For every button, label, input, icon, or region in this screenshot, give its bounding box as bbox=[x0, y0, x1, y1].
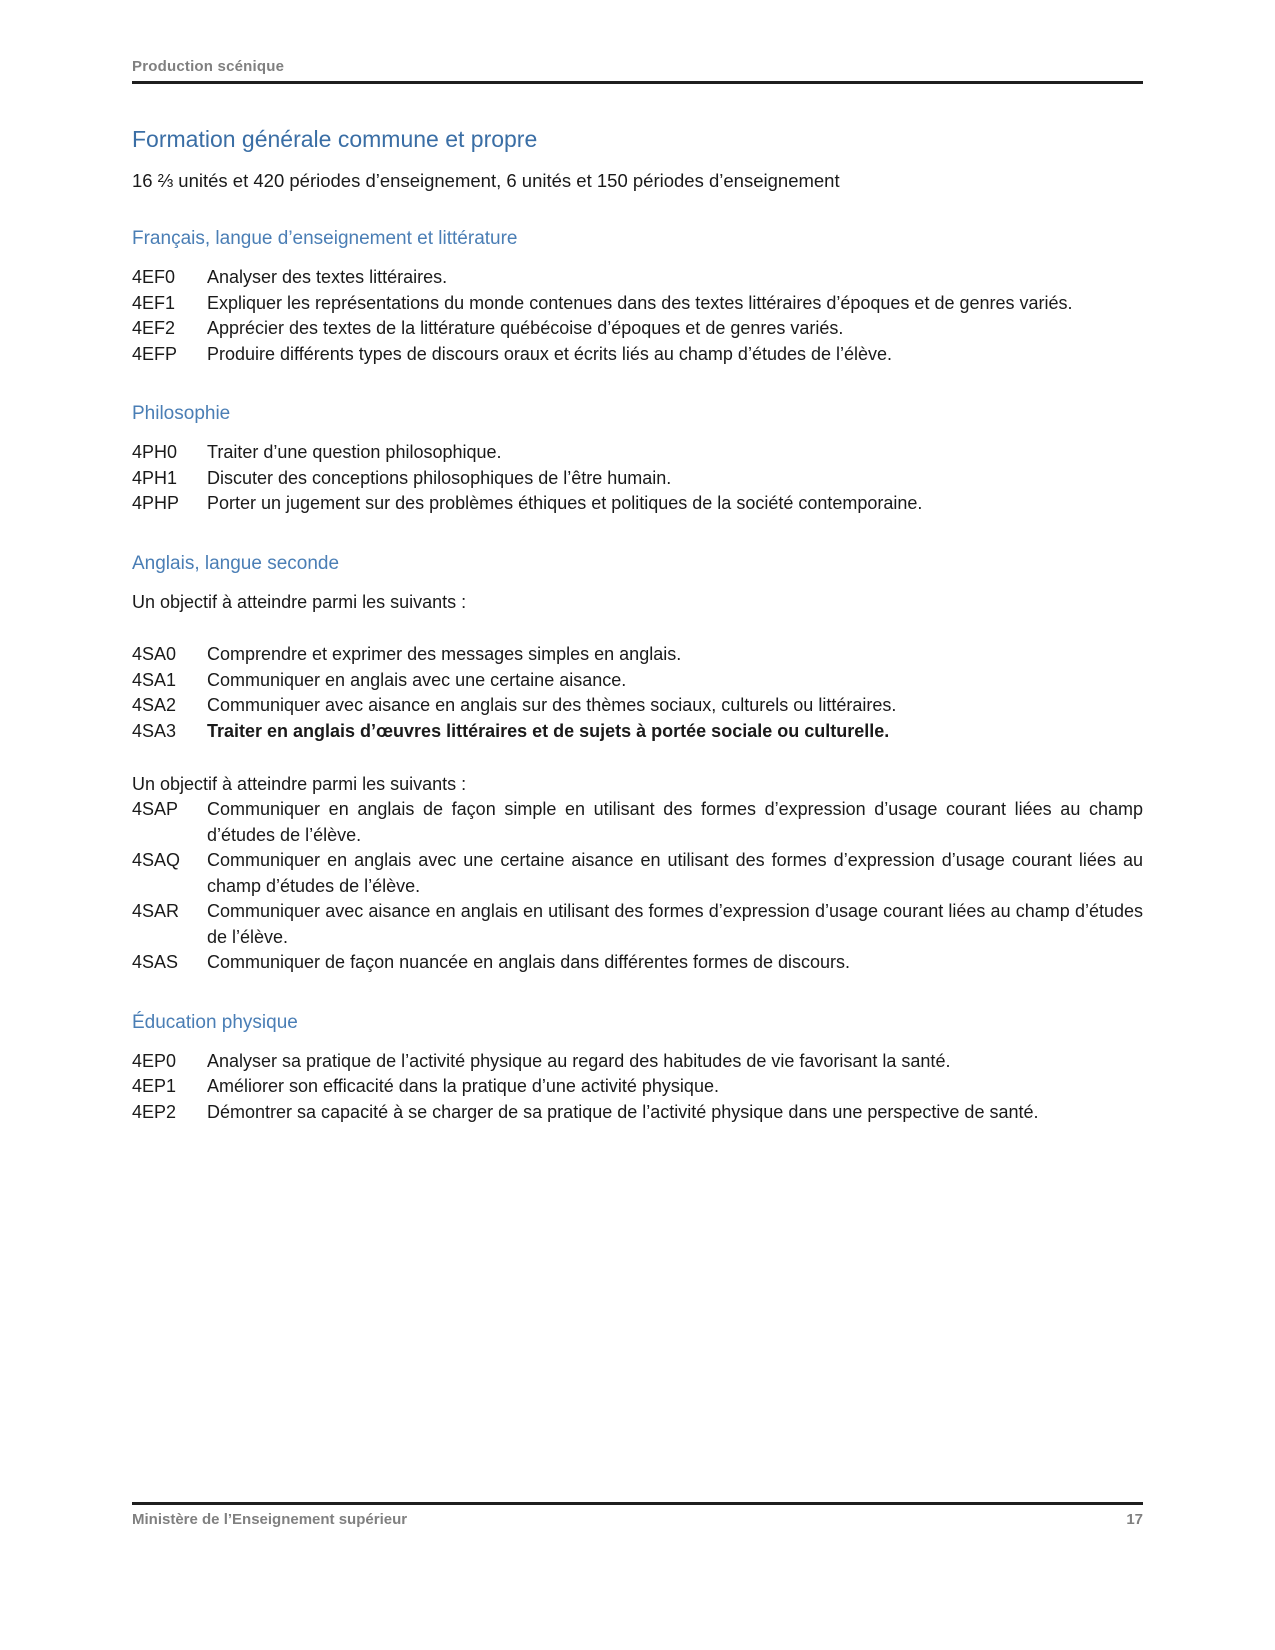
objective-row bbox=[132, 1074, 1143, 1100]
objective-row bbox=[132, 899, 1143, 950]
objective-code: 4SAR bbox=[132, 901, 180, 922]
objective-row bbox=[132, 265, 1143, 291]
objective-text: Communiquer en anglais avec une certaine aisance en utilisant des formes d’expression d’usage courant liées au champ d’études de l’élève. bbox=[207, 850, 1143, 896]
objective-code: 4EF0 bbox=[132, 267, 176, 287]
objective-row bbox=[132, 719, 1143, 745]
objective-group bbox=[132, 440, 1143, 517]
objective-row bbox=[132, 316, 1143, 342]
objective-row bbox=[132, 848, 1143, 899]
objective-code: 4SA1 bbox=[132, 669, 177, 690]
units-summary: 16 ⅔ unités et 420 périodes d’enseignement, 6 unités et 150 périodes d’enseignement bbox=[132, 170, 840, 191]
objective-code: 4SAS bbox=[132, 952, 179, 973]
objective-code: 4EP1 bbox=[132, 1076, 177, 1097]
objective-text: Traiter en anglais d’œuvres littéraires et de sujets à portée sociale ou culturelle. bbox=[207, 721, 890, 742]
objective-row bbox=[132, 950, 1143, 976]
objective-code: 4SAQ bbox=[132, 850, 181, 871]
objective-row bbox=[132, 466, 1143, 492]
objective-row bbox=[132, 668, 1143, 694]
page-footer bbox=[132, 1502, 1143, 1528]
section-education-physique bbox=[132, 1012, 1143, 1126]
objective-row bbox=[132, 1049, 1143, 1075]
section-anglais bbox=[132, 553, 1143, 976]
objective-text: Comprendre et exprimer des messages simples en anglais. bbox=[207, 644, 682, 665]
objective-row bbox=[132, 291, 1143, 317]
objective-code: 4EP2 bbox=[132, 1102, 177, 1123]
section-heading-francais: Français, langue d’enseignement et littérature bbox=[132, 228, 518, 249]
objective-text: Expliquer les représentations du monde contenues dans des textes littéraires d’époques et de genres variés. bbox=[207, 292, 1073, 313]
objective-group-first-choice bbox=[132, 590, 1143, 745]
objective-code: 4SAP bbox=[132, 799, 179, 820]
objective-text: Communiquer avec aisance en anglais en utilisant des formes d’expression d’usage courant liées au champ d’études de l’élève. bbox=[207, 901, 1143, 947]
objective-row bbox=[132, 797, 1143, 848]
page-title: Formation générale commune et propre bbox=[132, 126, 538, 152]
objective-text: Communiquer de façon nuancée en anglais dans différentes formes de discours. bbox=[207, 952, 851, 973]
objective-text: Traiter d’une question philosophique. bbox=[207, 442, 502, 463]
objective-code: 4SA3 bbox=[132, 721, 177, 742]
section-heading-anglais: Anglais, langue seconde bbox=[132, 552, 340, 574]
objective-code: 4EFP bbox=[132, 343, 178, 364]
objective-row bbox=[132, 642, 1143, 668]
section-heading-education-physique: Éducation physique bbox=[132, 1011, 298, 1033]
objective-text: Produire différents types de discours oraux et écrits liés au champ d’études de l’élève. bbox=[207, 343, 893, 364]
objective-group bbox=[132, 265, 1143, 367]
objective-group-second-choice bbox=[132, 772, 1143, 976]
section-francais bbox=[132, 228, 1143, 367]
objective-code: 4EF1 bbox=[132, 292, 176, 313]
objective-code: 4PH1 bbox=[132, 467, 178, 488]
section-philosophie bbox=[132, 403, 1143, 517]
objective-code: 4SA2 bbox=[132, 695, 177, 716]
objective-text: Communiquer en anglais avec une certaine aisance. bbox=[207, 669, 627, 690]
objective-group-intro: Un objectif à atteindre parmi les suivants : bbox=[132, 773, 467, 794]
footer-ministry-label: Ministère de l’Enseignement supérieur bbox=[132, 1511, 408, 1528]
objective-code: 4EF2 bbox=[132, 318, 176, 339]
objective-group-intro: Un objectif à atteindre parmi les suivants : bbox=[132, 591, 467, 612]
objective-text: Communiquer avec aisance en anglais sur des thèmes sociaux, culturels ou littéraires. bbox=[207, 695, 897, 716]
objective-row bbox=[132, 693, 1143, 719]
footer-page-number: 17 bbox=[1126, 1511, 1143, 1528]
objective-row bbox=[132, 440, 1143, 466]
objective-row bbox=[132, 342, 1143, 368]
objective-code: 4SA0 bbox=[132, 644, 177, 665]
objective-code: 4PH0 bbox=[132, 442, 178, 463]
objective-text: Démontrer sa capacité à se charger de sa pratique de l’activité physique dans une perspective de santé. bbox=[207, 1102, 1039, 1123]
objective-text: Discuter des conceptions philosophiques de l’être humain. bbox=[207, 467, 672, 488]
objective-text: Analyser des textes littéraires. bbox=[207, 267, 448, 287]
section-heading-philosophie: Philosophie bbox=[132, 403, 231, 425]
objective-code: 4PHP bbox=[132, 493, 180, 514]
objective-group bbox=[132, 1049, 1143, 1126]
objective-text: Analyser sa pratique de l’activité physique au regard des habitudes de vie favorisant la santé. bbox=[207, 1050, 951, 1071]
objective-code: 4EP0 bbox=[132, 1050, 177, 1071]
objective-row bbox=[132, 491, 1143, 517]
page-header bbox=[132, 58, 1143, 84]
objective-text: Apprécier des textes de la littérature québécoise d’époques et de genres variés. bbox=[207, 318, 844, 339]
objective-row bbox=[132, 1100, 1143, 1126]
objective-text: Porter un jugement sur des problèmes éthiques et politiques de la société contemporaine. bbox=[207, 493, 923, 514]
objective-text: Améliorer son efficacité dans la pratique d’une activité physique. bbox=[207, 1076, 719, 1097]
objective-text: Communiquer en anglais de façon simple en utilisant des formes d’expression d’usage courant liées au champ d’études de l’élève. bbox=[207, 799, 1143, 845]
running-header-title: Production scénique bbox=[132, 58, 285, 75]
